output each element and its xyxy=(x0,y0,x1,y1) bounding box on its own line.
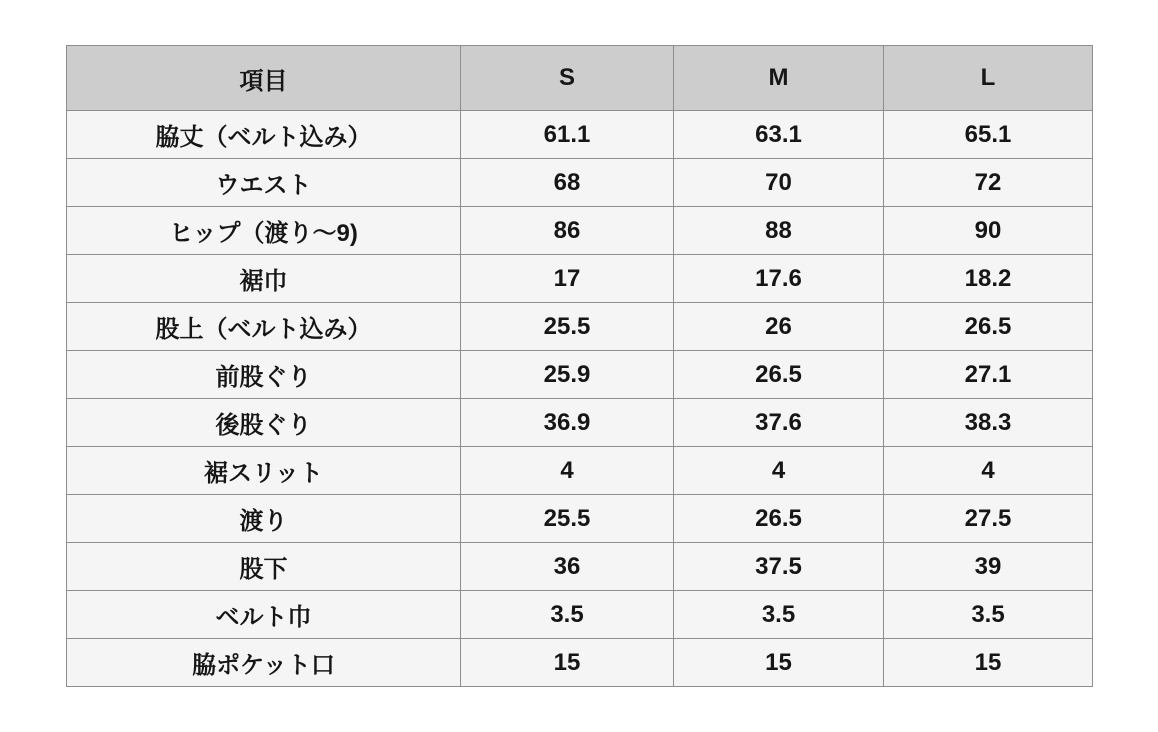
table-row xyxy=(67,495,1093,543)
table-row xyxy=(67,351,1093,399)
table-row xyxy=(67,543,1093,591)
table-row xyxy=(67,591,1093,639)
row-label-cell: 後股ぐり xyxy=(67,399,461,447)
row-label-cell: ヒップ（渡り〜9) xyxy=(67,207,461,255)
value-cell: 25.5 xyxy=(461,303,674,351)
value-cell: 15 xyxy=(884,639,1093,687)
table-row xyxy=(67,447,1093,495)
value-cell: 88 xyxy=(674,207,884,255)
table-row xyxy=(67,111,1093,159)
row-label-cell: 渡り xyxy=(67,495,461,543)
value-cell: 25.9 xyxy=(461,351,674,399)
row-label-cell: ベルト巾 xyxy=(67,591,461,639)
row-label-cell: 脇丈（ベルト込み） xyxy=(67,111,461,159)
value-cell: 37.5 xyxy=(674,543,884,591)
table-row xyxy=(67,159,1093,207)
value-cell: 68 xyxy=(461,159,674,207)
table-row xyxy=(67,639,1093,687)
value-cell: 36 xyxy=(461,543,674,591)
value-cell: 4 xyxy=(461,447,674,495)
header-cell-size-m: M xyxy=(674,46,884,111)
value-cell: 3.5 xyxy=(461,591,674,639)
value-cell: 26 xyxy=(674,303,884,351)
value-cell: 25.5 xyxy=(461,495,674,543)
row-label-cell: ウエスト xyxy=(67,159,461,207)
value-cell: 18.2 xyxy=(884,255,1093,303)
row-label-cell: 股下 xyxy=(67,543,461,591)
header-cell-item: 項目 xyxy=(67,46,461,111)
size-chart-header xyxy=(67,46,1093,111)
value-cell: 63.1 xyxy=(674,111,884,159)
size-chart-table xyxy=(66,45,1093,687)
value-cell: 4 xyxy=(674,447,884,495)
value-cell: 15 xyxy=(461,639,674,687)
value-cell: 17 xyxy=(461,255,674,303)
value-cell: 3.5 xyxy=(674,591,884,639)
value-cell: 27.5 xyxy=(884,495,1093,543)
table-row xyxy=(67,207,1093,255)
size-chart-body xyxy=(67,111,1093,687)
value-cell: 4 xyxy=(884,447,1093,495)
row-label-cell: 股上（ベルト込み） xyxy=(67,303,461,351)
value-cell: 38.3 xyxy=(884,399,1093,447)
header-cell-size-s: S xyxy=(461,46,674,111)
value-cell: 90 xyxy=(884,207,1093,255)
value-cell: 61.1 xyxy=(461,111,674,159)
header-row xyxy=(67,46,1093,111)
value-cell: 72 xyxy=(884,159,1093,207)
table-row xyxy=(67,399,1093,447)
value-cell: 86 xyxy=(461,207,674,255)
value-cell: 70 xyxy=(674,159,884,207)
row-label-cell: 前股ぐり xyxy=(67,351,461,399)
table-row xyxy=(67,303,1093,351)
value-cell: 26.5 xyxy=(674,351,884,399)
value-cell: 15 xyxy=(674,639,884,687)
value-cell: 26.5 xyxy=(674,495,884,543)
value-cell: 36.9 xyxy=(461,399,674,447)
row-label-cell: 裾巾 xyxy=(67,255,461,303)
value-cell: 65.1 xyxy=(884,111,1093,159)
value-cell: 17.6 xyxy=(674,255,884,303)
row-label-cell: 脇ポケット口 xyxy=(67,639,461,687)
value-cell: 3.5 xyxy=(884,591,1093,639)
header-cell-size-l: L xyxy=(884,46,1093,111)
value-cell: 26.5 xyxy=(884,303,1093,351)
value-cell: 39 xyxy=(884,543,1093,591)
value-cell: 27.1 xyxy=(884,351,1093,399)
value-cell: 37.6 xyxy=(674,399,884,447)
table-row xyxy=(67,255,1093,303)
row-label-cell: 裾スリット xyxy=(67,447,461,495)
